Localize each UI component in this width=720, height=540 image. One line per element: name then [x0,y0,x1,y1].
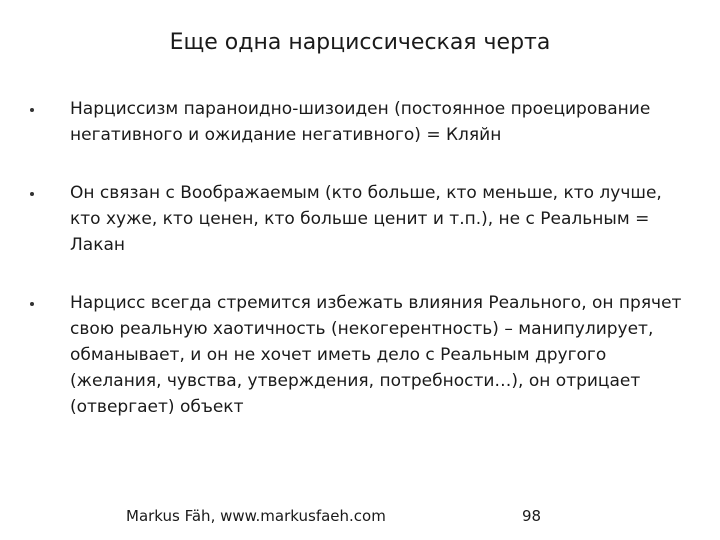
bullet-text: Нарциссизм параноидно-шизоиден (постоянное проецирование негативного и ожидание негативного) = Кляйн [70,99,651,145]
bullet-dot-icon [30,192,34,196]
bullet-list [28,96,692,420]
bullet-text: Нарцисс всегда стремится избежать влияния Реального, он прячет свою реальную хаотичность (некогерентность) – манипулирует, обманывает, и он не хочет иметь дело с Реальным другого (желания, чувства, утверждения, потребности…), он отрицает (отвергает) объект [70,293,682,417]
bullet-item [28,96,692,148]
bullet-text: Он связан с Воображаемым (кто больше, кто меньше, кто лучше, кто хуже, кто ценен, кто больше ценит и т.п.), не с Реальным = Лакан [70,183,662,255]
page-number: 98 [522,507,542,525]
bullet-dot-icon [30,302,34,306]
bullet-item [28,180,692,258]
bullet-item [28,290,692,420]
slide-title: Еще одна нарциссическая черта [169,30,551,55]
bullet-dot-icon [30,108,34,112]
footer-author: Markus Fäh, www.markusfaeh.com [126,507,386,525]
